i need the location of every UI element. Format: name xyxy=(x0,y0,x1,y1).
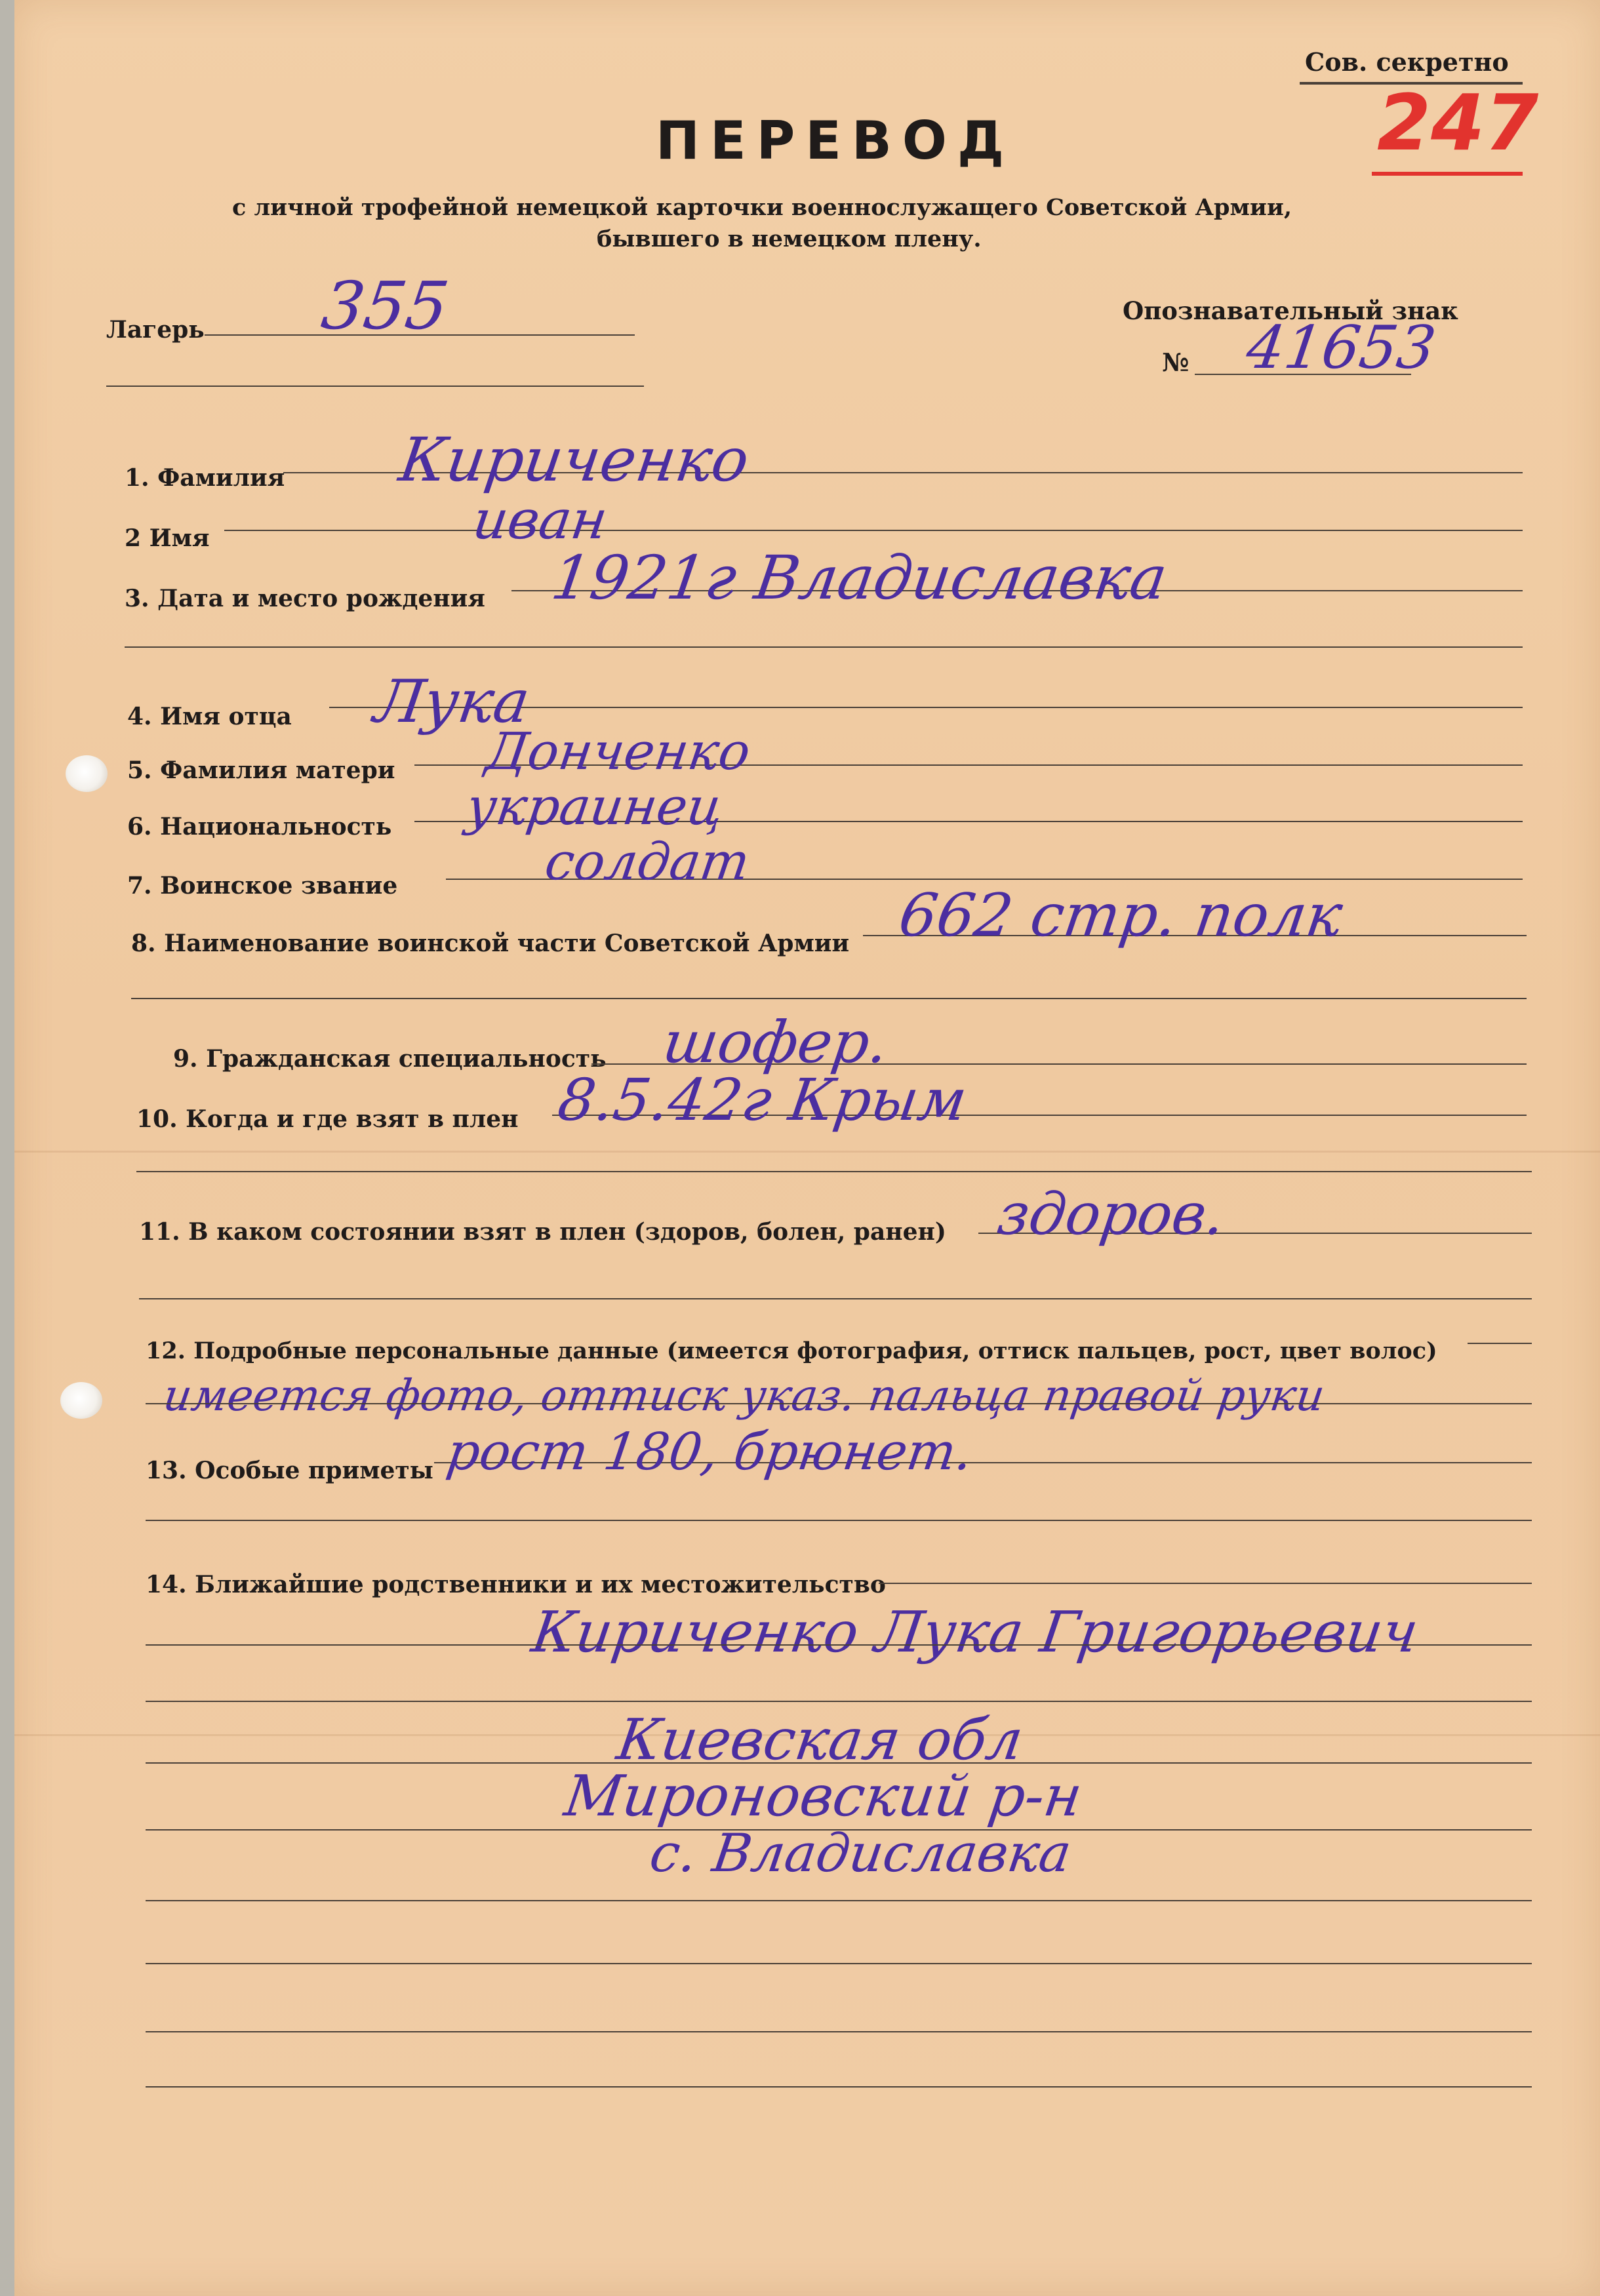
birth-label: 3. Дата и место рождения xyxy=(125,585,485,612)
document-subtitle-line1: с личной трофейной немецкой карточки военнослужащего Советской Армии, xyxy=(232,194,1292,221)
mother-surname-value: Донченко xyxy=(482,722,754,782)
condition-label: 11. В каком состоянии взят в плен (здоров, болен, ранен) xyxy=(139,1218,946,1246)
father-name-value: Лука xyxy=(370,667,534,736)
distinctive-marks-line-2 xyxy=(146,1520,1532,1521)
nationality-value: украинец xyxy=(462,778,727,837)
military-unit-line-2 xyxy=(131,998,1527,999)
relatives-label: 14. Ближайшие родственники и их местожительство xyxy=(146,1571,886,1598)
id-tag-no-label: № xyxy=(1162,347,1190,377)
relatives-line-6 xyxy=(146,1900,1532,1901)
nationality-label: 6. Национальность xyxy=(127,813,392,841)
relatives-line xyxy=(879,1583,1532,1584)
personal-data-line xyxy=(1468,1343,1532,1344)
relatives-address-village: с. Владиславка xyxy=(646,1823,1075,1884)
document-subtitle-line2: бывшего в немецком плену. xyxy=(597,226,982,252)
document-title: ПЕРЕВОД xyxy=(656,110,1015,171)
relatives-address-district: Мироновский р-н xyxy=(560,1764,1087,1829)
capture-value: 8.5.42г Крым xyxy=(553,1066,971,1134)
fold-crease xyxy=(14,1151,1600,1153)
camp-value: 355 xyxy=(317,267,454,344)
personal-data-value: имеется фото, оттиск указ. пальца правой руки xyxy=(160,1370,1328,1421)
personal-data-line-2 xyxy=(146,1403,1532,1404)
relatives-line-3 xyxy=(146,1701,1532,1702)
surname-value: Кириченко xyxy=(395,425,753,495)
punch-hole xyxy=(60,1382,102,1419)
relatives-line-2 xyxy=(146,1644,1532,1646)
first-name-label: 2 Имя xyxy=(125,525,210,552)
father-name-label: 4. Имя отца xyxy=(127,703,292,730)
personal-data-label: 12. Подробные персональные данные (имеется фотография, оттиск пальцев, рост, цвет волос) xyxy=(146,1337,1437,1364)
capture-label: 10. Когда и где взят в плен xyxy=(136,1105,519,1133)
id-tag-label: Опознавательный знак xyxy=(1123,296,1458,325)
condition-line-2 xyxy=(139,1298,1532,1299)
rank-value: солдат xyxy=(541,833,753,892)
first-name-line xyxy=(224,530,1523,531)
mother-surname-label: 5. Фамилия матери xyxy=(127,757,395,784)
relatives-value: Кириченко Лука Григорьевич xyxy=(527,1600,1422,1665)
punch-hole xyxy=(66,755,108,792)
civil-profession-label: 9. Гражданская специальность xyxy=(173,1045,607,1073)
document-sheet xyxy=(14,0,1600,2296)
condition-value: здоров. xyxy=(993,1180,1230,1248)
relatives-line-7 xyxy=(146,1963,1532,1964)
military-unit-value: 662 стр. полк xyxy=(894,881,1347,950)
camp-label: Лагерь xyxy=(106,316,205,344)
camp-line-2 xyxy=(106,386,644,387)
document-number-underline xyxy=(1372,172,1523,176)
distinctive-marks-value: рост 180, брюнет. xyxy=(443,1423,976,1482)
document-number: 247 xyxy=(1377,77,1539,168)
relatives-line-9 xyxy=(146,2086,1532,2088)
military-unit-label: 8. Наименование воинской части Советской Армии xyxy=(131,930,850,957)
surname-label: 1. Фамилия xyxy=(125,464,285,492)
first-name-value: иван xyxy=(469,489,612,551)
classification-stamp: Сов. секретно xyxy=(1305,47,1509,77)
birth-value: 1921г Владиславка xyxy=(547,543,1172,613)
relatives-line-8 xyxy=(146,2031,1532,2032)
birth-line-2 xyxy=(125,646,1523,648)
capture-line-2 xyxy=(136,1171,1532,1172)
rank-label: 7. Воинское звание xyxy=(127,872,398,900)
relatives-address-region: Киевская обл xyxy=(612,1707,1028,1773)
distinctive-marks-label: 13. Особые приметы xyxy=(146,1457,433,1484)
civil-profession-value: шофер. xyxy=(658,1008,892,1076)
id-tag-value: 41653 xyxy=(1242,313,1440,382)
